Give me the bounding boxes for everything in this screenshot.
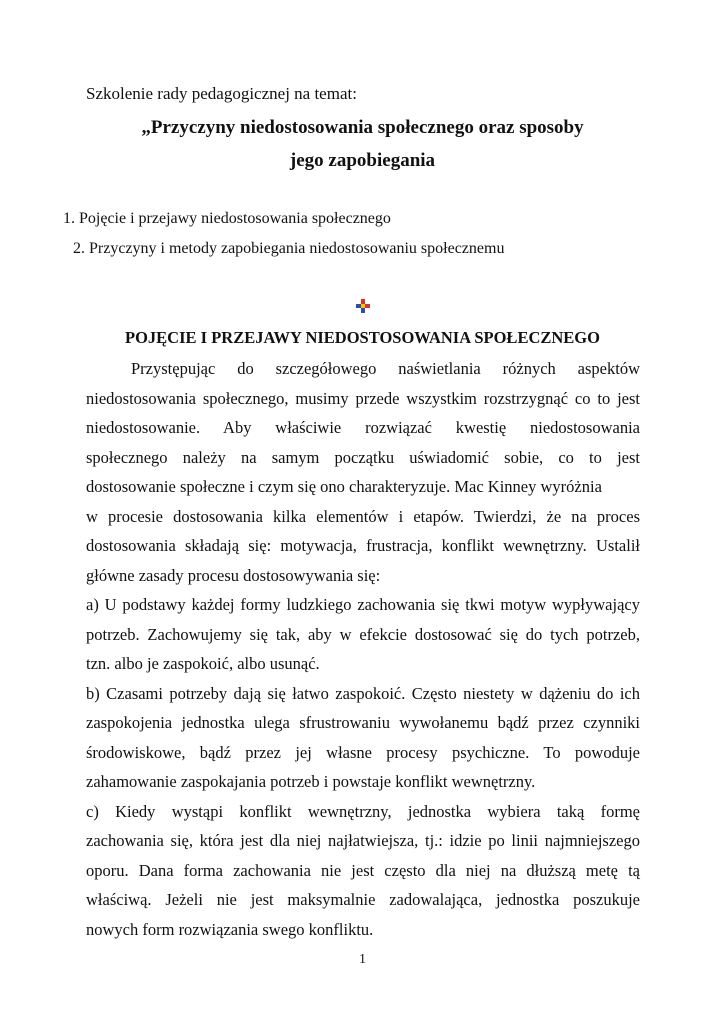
body-line: właściwą. Jeżeli nie jest maksymalnie zadowalająca, jednostka poszukuje bbox=[86, 890, 640, 909]
title-line-2: jego zapobiegania bbox=[289, 150, 436, 171]
body-line: środowiskowe, bądź przez jej własne procesy psychiczne. To powoduje bbox=[86, 742, 640, 762]
toc-item-1: 1. Pojęcie i przejawy niedostosowania społecznego bbox=[63, 210, 391, 227]
body-line: potrzeb. Zachowujemy się tak, aby w efekcie dostosować się do tych potrzeb, bbox=[86, 624, 640, 644]
body-line: dostosowanie społeczne i czym się ono charakteryzuje. Mac Kinney wyróżnia bbox=[86, 477, 602, 496]
intro-line: Szkolenie rady pedagogicznej na temat: bbox=[86, 84, 357, 103]
title-line-1: „Przyczyny niedostosowania społecznego oraz sposoby bbox=[141, 117, 584, 138]
body-line: oporu. Dana forma zachowania nie jest często dla niej na dłuższą metę tą bbox=[86, 860, 640, 880]
body-line: dostosowania składają się: motywacja, frustracja, konflikt wewnętrzny. Ustalił bbox=[86, 536, 640, 555]
body-line: tzn. albo je zaspokoić, albo usunąć. bbox=[86, 654, 320, 673]
body-line: niedostosowanie. Aby właściwie rozwiązać kwestię niedostosowania bbox=[86, 418, 640, 437]
body-line: zaspokojenia jednostka ulega sfrustrowaniu wywołanemu bądź przez czynniki bbox=[86, 713, 640, 732]
body-line: b) Czasami potrzeby dają się łatwo zaspokoić. Często niestety w dążeniu do ich bbox=[86, 683, 640, 703]
page-number: 1 bbox=[359, 952, 366, 967]
body-line: nowych form rozwiązania swego konfliktu. bbox=[86, 919, 374, 939]
body-line: c) Kiedy wystąpi konflikt wewnętrzny, jednostka wybiera taką formę bbox=[86, 801, 640, 821]
body-line: zahamowanie zaspokajania potrzeb i powstaje konflikt wewnętrzny. bbox=[86, 772, 536, 791]
body-line: Przystępując do szczegółowego naświetlania różnych aspektów bbox=[131, 359, 640, 378]
body-line: a) U podstawy każdej formy ludzkiego zachowania się tkwi motyw wypływający bbox=[86, 595, 640, 614]
body-line: w procesie dostosowania kilka elementów i etapów. Twierdzi, że na proces bbox=[86, 506, 640, 526]
body-line: społecznego należy na samym początku uświadomić sobie, co to jest bbox=[86, 447, 640, 467]
body-line: główne zasady procesu dostosowywania się: bbox=[86, 565, 381, 585]
body-line: zachowania się, która jest dla niej najłatwiejsza, tj.: idzie po linii najmniejszego bbox=[86, 831, 640, 850]
body-text bbox=[86, 354, 640, 944]
toc-item-2: 2. Przyczyny i metody zapobiegania niedostosowaniu społecznemu bbox=[73, 240, 505, 257]
section-heading: POJĘCIE I PRZEJAWY NIEDOSTOSOWANIA SPOŁECZNEGO bbox=[125, 328, 600, 347]
body-line: niedostosowania społecznego, musimy przede wszystkim rozstrzygnąć co to jest bbox=[86, 388, 640, 408]
four-color-cross-icon bbox=[355, 298, 371, 314]
